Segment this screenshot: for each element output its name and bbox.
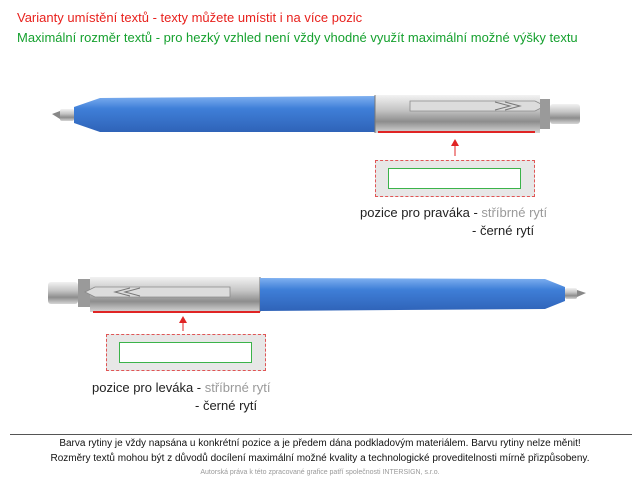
right-hand-position-label: pozice pro praváka - stříbrné rytí xyxy=(360,205,548,220)
footer-note-sizes: Rozměry textů mohou být z důvodů docílení maximální možné kvality a technologické proveditelnosti mírně přizpůsobeny. xyxy=(50,453,590,464)
footer-divider xyxy=(10,434,632,435)
footer-note-color: Barva rytiny je vždy napsána u konkrétní pozice a je předem dána podkladovým materiálem. Barvu rytiny nelze měnit! xyxy=(59,438,581,449)
left-hand-text-field xyxy=(119,342,252,363)
pen-left-hand-image xyxy=(0,265,640,325)
pen-right-hand-image xyxy=(0,80,640,160)
heading-max-size: Maximální rozměr textů - pro hezký vzhled není vždy vhodné využít maximální možné výšky textu xyxy=(17,30,578,45)
silver-engraving-option: stříbrné rytí xyxy=(204,380,271,395)
right-hand-black-option: - černé rytí xyxy=(472,223,535,238)
left-hand-preview xyxy=(106,334,266,371)
silver-engraving-option: stříbrné rytí xyxy=(481,205,548,220)
footer-copyright: Autorská práva k této zpracované grafice patří společnosti INTERSIGN, s.r.o. xyxy=(200,469,440,476)
left-hand-black-option: - černé rytí xyxy=(195,398,258,413)
right-hand-preview xyxy=(375,160,535,197)
right-hand-text-field xyxy=(388,168,521,189)
left-hand-position-label: pozice pro leváka - stříbrné rytí xyxy=(92,380,271,395)
heading-variants: Varianty umístění textů - texty můžete umístit i na více pozic xyxy=(17,10,363,25)
